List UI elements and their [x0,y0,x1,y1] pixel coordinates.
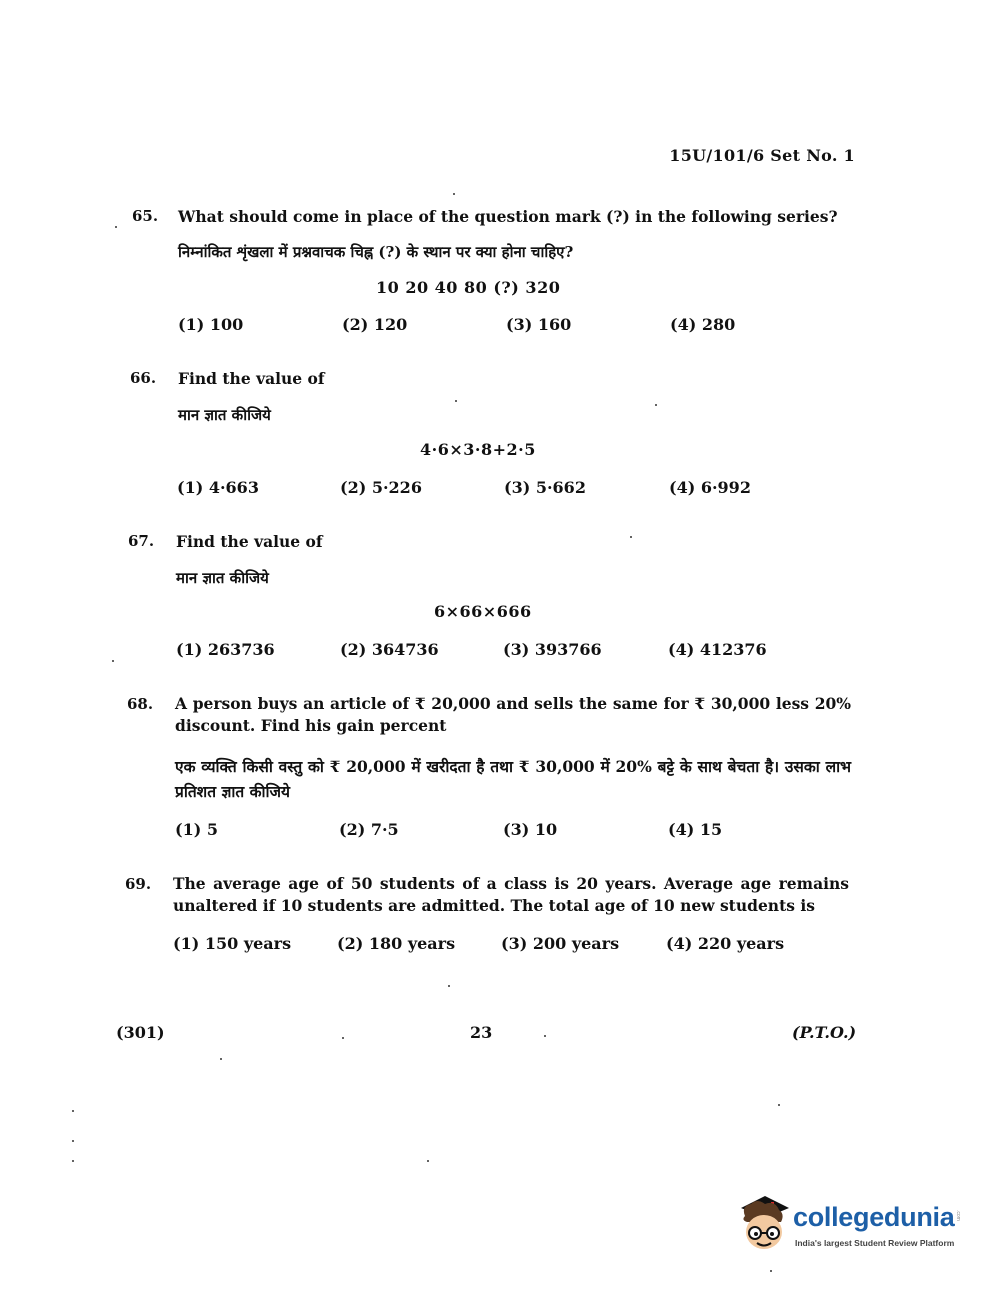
logo-wordmark: collegedunia [793,1202,955,1232]
scan-speck [655,404,657,406]
option-1: (1) 150 years [173,934,292,953]
question-text-hi: निम्नांकित शृंखला में प्रश्नवाचक चिह्न (?) के स्थान पर क्या होना चाहिए? [178,243,574,261]
option-2: (2) 180 years [337,934,456,953]
option-1: (1) 100 [178,315,244,334]
scan-speck [72,1110,74,1112]
scan-speck [72,1160,74,1162]
option-1: (1) 5 [175,820,218,839]
question-text-en: What should come in place of the question mark (?) in the following series? [178,207,838,226]
option-4: (4) 412376 [668,640,767,659]
question-text-hi: एक व्यक्ति किसी वस्तु को ₹ 20,000 में खरीदता है तथा ₹ 30,000 में 20% बट्टे के साथ बेचता है। उसका लाभ प्रतिशत ज्ञात कीजिये [175,757,851,801]
scan-speck [778,1104,780,1106]
question-expression: 4·6×3·8+2·5 [420,440,536,459]
please-turn-over: (P.T.O.) [792,1023,857,1042]
student-mascot-icon [735,1192,793,1256]
scan-speck [72,1140,74,1142]
option-3: (3) 200 years [501,934,620,953]
page-number: 23 [470,1023,493,1042]
option-2: (2) 120 [342,315,408,334]
question-number: 66. [130,369,157,387]
scan-speck [453,193,455,195]
option-4: (4) 6·992 [669,478,751,497]
option-3: (3) 393766 [503,640,602,659]
scan-speck [455,400,457,402]
scan-speck [115,226,117,228]
scan-speck [630,536,632,538]
scan-speck [427,1160,429,1162]
option-4: (4) 15 [668,820,723,839]
question-text-en: Find the value of [176,532,323,551]
question-number: 65. [132,207,159,225]
question-text-hi: मान ज्ञात कीजिये [178,406,271,424]
scan-speck [770,1270,772,1272]
scan-speck [220,1058,222,1060]
logo-tagline: India's largest Student Review Platform [795,1238,955,1248]
question-text-en: Find the value of [178,369,325,388]
option-2: (2) 5·226 [340,478,422,497]
scan-speck [448,985,450,987]
question-number: 68. [127,695,154,713]
scan-speck [544,1035,546,1037]
question-series: 10 20 40 80 (?) 320 [376,278,561,297]
option-1: (1) 263736 [176,640,275,659]
set-number: 15U/101/6 Set No. 1 [669,146,855,165]
option-1: (1) 4·663 [177,478,259,497]
option-2: (2) 7·5 [339,820,399,839]
option-4: (4) 220 years [666,934,785,953]
logo-suffix: .com [955,1210,961,1221]
collegedunia-logo [735,1192,965,1262]
scan-speck [112,660,114,662]
paper-code: (301) [116,1023,165,1042]
question-text-en: The average age of 50 students of a class is 20 years. Average age remains unaltered if 10 students are admitted. The total age of 10 new students is [173,874,849,915]
option-4: (4) 280 [670,315,736,334]
question-text-hi: मान ज्ञात कीजिये [176,569,269,587]
scan-speck [342,1037,344,1039]
option-3: (3) 10 [503,820,558,839]
option-3: (3) 160 [506,315,572,334]
question-number: 69. [125,875,152,893]
question-expression: 6×66×666 [434,602,532,621]
option-2: (2) 364736 [340,640,439,659]
question-number: 67. [128,532,155,550]
question-text-en: A person buys an article of ₹ 20,000 and sells the same for ₹ 30,000 less 20% discount. Find his gain percent [175,694,851,735]
option-3: (3) 5·662 [504,478,586,497]
